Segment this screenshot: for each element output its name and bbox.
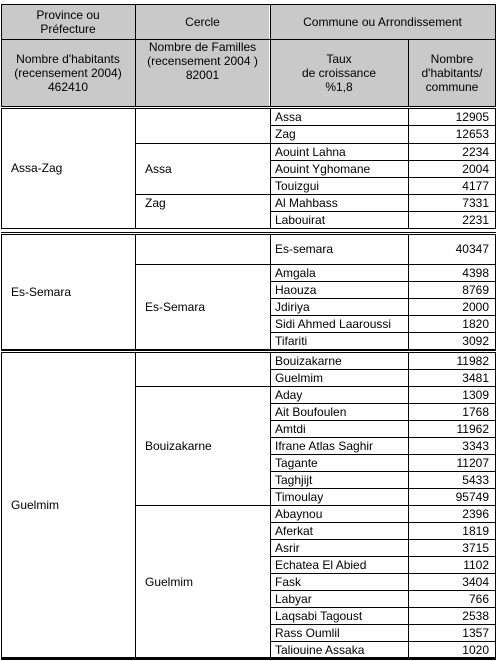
commune-name: Taliouine Assaka [275, 642, 365, 657]
row-divider [135, 386, 271, 387]
commune-population: 12905 [455, 109, 489, 124]
row-divider [135, 264, 271, 265]
commune-population: 2231 [462, 212, 489, 227]
province-name: Es-Semara [11, 284, 72, 299]
row-divider [1, 659, 496, 660]
column-divider [135, 234, 136, 350]
header-commune [270, 5, 495, 39]
row-divider [1, 232, 496, 233]
row-divider [1, 234, 496, 235]
header-familles-line1: Nombre de Familles [148, 40, 257, 54]
header-cercle [136, 5, 269, 39]
commune-population: 1768 [462, 404, 489, 419]
header-nombre-line2: d'habitants/ [421, 66, 483, 80]
commune-population: 8769 [462, 282, 489, 297]
header-habitants [1, 40, 135, 106]
commune-population: 95749 [455, 489, 489, 504]
row-divider [270, 281, 496, 282]
row-divider [270, 264, 496, 265]
row-divider [270, 194, 496, 195]
header-province [1, 5, 135, 39]
row-divider [270, 420, 496, 421]
cercle-name: Guelmim [145, 574, 194, 589]
header-cercle-label: Cercle [185, 15, 220, 29]
column-divider [270, 4, 271, 107]
header-taux-line3: %1,8 [325, 80, 353, 94]
commune-population: 12653 [455, 127, 489, 141]
commune-name: Guelmim [275, 370, 324, 385]
commune-name: Bouizakarne [275, 353, 342, 368]
header-familles-line2: (recensement 2004 ) [147, 54, 258, 68]
header-province-label: Province ou Préfecture [36, 8, 100, 36]
row-divider [270, 211, 496, 212]
row-divider [270, 505, 496, 506]
column-divider [495, 234, 496, 350]
commune-name: Es-semara [275, 242, 334, 256]
commune-population: 3343 [462, 438, 489, 453]
column-divider [135, 352, 136, 659]
commune-population: 3404 [462, 574, 489, 589]
row-divider [270, 624, 496, 625]
commune-name: Al Mahbass [275, 195, 338, 210]
cercle-name: Assa [145, 161, 172, 176]
row-divider [270, 556, 496, 557]
province-name: Assa-Zag [11, 161, 63, 175]
row-divider [270, 488, 496, 489]
commune-population: 11962 [456, 421, 489, 436]
commune-name: Tagante [275, 455, 318, 470]
cercle-name: Zag [145, 195, 166, 210]
commune-population: 2396 [462, 506, 489, 521]
commune-population: 1020 [462, 642, 489, 657]
row-divider [1, 108, 496, 109]
commune-population: 5433 [462, 472, 489, 487]
column-divider [270, 234, 271, 350]
commune-population: 3092 [462, 333, 489, 348]
header-nombre [409, 40, 495, 106]
commune-population: 2004 [462, 161, 489, 176]
commune-population: 1820 [462, 316, 489, 331]
commune-population: 1357 [462, 625, 489, 640]
commune-population: 2000 [462, 299, 489, 314]
row-divider [270, 386, 496, 387]
row-divider [270, 539, 496, 540]
commune-name: Echatea El Abied [275, 557, 367, 572]
commune-name: Aouint Lahna [275, 144, 346, 159]
commune-population: 3481 [462, 370, 489, 385]
row-divider [1, 106, 496, 107]
commune-name: Ifrane Atlas Saghir [275, 438, 374, 453]
row-divider [270, 143, 496, 144]
row-divider [135, 505, 271, 506]
header-habitants-line1: Nombre d'habitants [16, 52, 120, 66]
row-divider [270, 522, 496, 523]
commune-name: Labouirat [275, 212, 326, 227]
row-divider [270, 437, 496, 438]
row-divider [135, 194, 271, 195]
row-divider [270, 403, 496, 404]
commune-population: 3715 [462, 540, 489, 555]
column-divider [408, 39, 409, 107]
commune-name: Timoulay [275, 489, 324, 504]
commune-population: 4398 [462, 265, 489, 280]
row-divider [270, 298, 496, 299]
row-divider [270, 160, 496, 161]
commune-name: Zag [275, 127, 296, 141]
header-commune-label: Commune ou Arrondissement [303, 15, 462, 29]
row-divider [1, 4, 496, 5]
commune-name: Rass Oumlil [275, 625, 340, 640]
row-divider [270, 332, 496, 333]
row-divider [270, 369, 496, 370]
commune-name: Laqsabi Tagoust [275, 608, 363, 623]
header-nombre-line3: commune [425, 80, 479, 94]
commune-population: 11207 [456, 455, 489, 470]
row-divider [1, 350, 496, 351]
column-divider [135, 108, 136, 229]
commune-population: 11982 [456, 353, 489, 368]
commune-population: 2234 [462, 144, 489, 159]
row-divider [270, 315, 496, 316]
column-divider [270, 352, 271, 659]
cercle-name: Bouizakarne [145, 438, 212, 453]
commune-name: Abaynou [275, 506, 323, 521]
column-divider [1, 108, 2, 229]
cercle-name: Es-Semara [145, 299, 206, 314]
header-habitants-line3: 462410 [47, 80, 89, 94]
commune-name: Jdiriya [275, 299, 310, 314]
column-divider [408, 352, 409, 659]
column-divider [495, 4, 496, 107]
header-taux-line1: Taux [326, 52, 352, 66]
header-familles-line3: 82001 [185, 68, 220, 82]
row-divider [270, 177, 496, 178]
header-familles [136, 40, 269, 106]
commune-population: 4177 [462, 178, 489, 193]
header-taux-line2: de croissance [301, 66, 377, 80]
commune-name: Labyar [275, 591, 312, 606]
commune-name: Amtdi [275, 421, 306, 436]
header-habitants-line2: (recensement 2004) [14, 66, 122, 80]
commune-name: Fask [275, 574, 302, 589]
commune-name: Ait Boufoulen [275, 404, 347, 419]
commune-name: Touizgui [275, 178, 320, 193]
commune-name: Sidi Ahmed Laaroussi [275, 316, 392, 331]
row-divider [135, 143, 271, 144]
row-divider [1, 657, 496, 658]
commune-name: Aday [275, 387, 303, 402]
column-divider [408, 108, 409, 229]
commune-name: Tifariti [275, 333, 308, 348]
commune-name: Amgala [275, 265, 316, 280]
column-divider [135, 4, 136, 107]
commune-population: 2538 [462, 608, 489, 623]
column-divider [270, 108, 271, 229]
commune-population: 40347 [455, 242, 489, 256]
commune-name: Taghjijt [275, 472, 313, 487]
commune-population: 1309 [462, 387, 489, 402]
province-name: Guelmim [11, 498, 60, 512]
column-divider [1, 234, 2, 350]
column-divider [495, 108, 496, 229]
commune-name: Aferkat [275, 523, 314, 538]
row-divider [1, 228, 496, 229]
row-divider [270, 590, 496, 591]
header-taux [270, 40, 408, 106]
row-divider [270, 607, 496, 608]
commune-population: 766 [468, 591, 489, 606]
header-nombre-line1: Nombre [430, 52, 474, 66]
commune-population: 1102 [463, 557, 489, 572]
commune-name: Haouza [275, 282, 317, 297]
column-divider [495, 352, 496, 659]
commune-population: 7331 [462, 195, 489, 210]
row-divider [1, 352, 496, 353]
column-divider [1, 352, 2, 659]
row-divider [270, 573, 496, 574]
row-divider [270, 471, 496, 472]
row-divider [270, 641, 496, 642]
commune-name: Aouint Yghomane [275, 161, 371, 176]
row-divider [270, 125, 496, 126]
column-divider [1, 4, 2, 107]
row-divider [270, 454, 496, 455]
commune-name: Assa [275, 109, 302, 124]
column-divider [408, 234, 409, 350]
commune-population: 1819 [462, 523, 489, 538]
commune-name: Asrir [275, 540, 300, 555]
row-divider [1, 39, 496, 40]
